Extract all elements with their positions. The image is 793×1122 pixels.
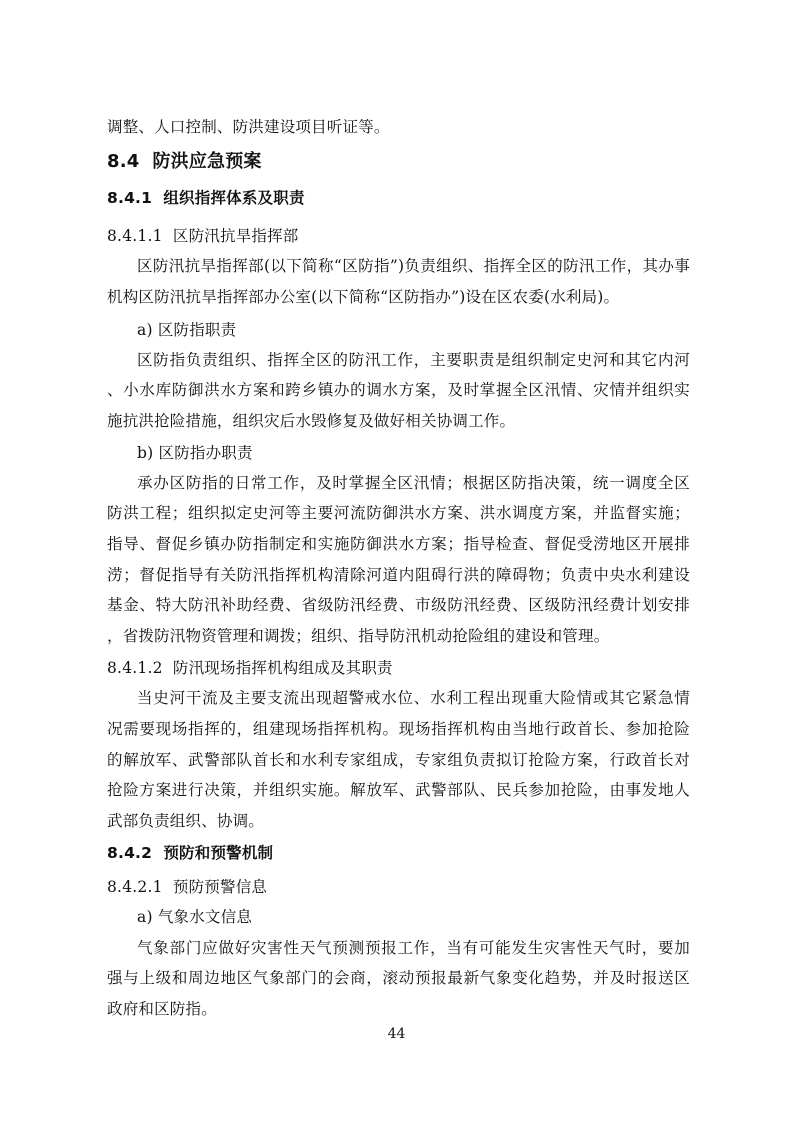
paragraph-line: 当史河干流及主要支流出现超警戒水位、水利工程出现重大险情或其它紧急情 bbox=[137, 689, 690, 707]
page-number: 44 bbox=[387, 1026, 406, 1042]
paragraph-line: 政府和区防指。 bbox=[107, 1000, 217, 1018]
section-number: 8.4.1.1 bbox=[107, 227, 163, 245]
list-label: b) 区防指办职责 bbox=[137, 444, 253, 462]
section-heading-8-4 bbox=[107, 150, 262, 174]
section-number: 8.4.2 bbox=[107, 844, 153, 862]
section-number: 8.4.2.1 bbox=[107, 878, 163, 896]
paragraph-line: 武部负责组织、协调。 bbox=[107, 812, 265, 830]
paragraph-line: 承办区防指的日常工作，及时掌握全区汛情；根据区防指决策，统一调度全区 bbox=[137, 474, 690, 492]
paragraph-line: 机构区防汛抗旱指挥部办公室(以下简称“区防指办”)设在区农委(水利局)。 bbox=[107, 288, 620, 306]
paragraph-line: 、小水库防御洪水方案和跨乡镇办的调水方案，及时掌握全区汛情、灾情并组织实 bbox=[107, 381, 690, 399]
paragraph-line: 区防汛抗旱指挥部(以下简称“区防指”)负责组织、指挥全区的防汛工作，其办事 bbox=[137, 257, 690, 275]
paragraph-line: 的解放军、武警部队首长和水利专家组成，专家组负责拟订抢险方案，行政首长对 bbox=[107, 751, 690, 769]
continued-paragraph-line: 调整、人口控制、防洪建设项目听证等。 bbox=[107, 118, 390, 136]
list-label: a) 区防指职责 bbox=[137, 321, 237, 339]
paragraph-line: 抢险方案进行决策，并组织实施。解放军、武警部队、民兵参加抢险，由事发地人 bbox=[107, 781, 690, 799]
section-heading-8-4-2-1 bbox=[107, 877, 267, 897]
section-title: 预防预警信息 bbox=[172, 878, 268, 896]
paragraph-line: 指导、督促乡镇办防指制定和实施防御洪水方案；指导检查、督促受涝地区开展排 bbox=[107, 535, 690, 553]
paragraph-line: 基金、特大防汛补助经费、省级防汛经费、市级防汛经费、区级防汛经费计划安排 bbox=[107, 596, 690, 614]
paragraph-line: 气象部门应做好灾害性天气预测预报工作，当有可能发生灾害性天气时，要加 bbox=[137, 939, 690, 957]
paragraph-line: 况需要现场指挥的，组建现场指挥机构。现场指挥机构由当地行政首长、参加抢险 bbox=[107, 720, 690, 738]
section-title: 预防和预警机制 bbox=[163, 844, 274, 862]
list-label: a) 气象水文信息 bbox=[137, 908, 253, 926]
section-number: 8.4 bbox=[107, 151, 140, 172]
section-title: 防汛现场指挥机构组成及其职责 bbox=[172, 659, 393, 677]
section-title: 防洪应急预案 bbox=[152, 151, 262, 172]
section-number: 8.4.1 bbox=[107, 189, 153, 207]
paragraph-line: 施抗洪抢险措施，组织灾后水毁修复及做好相关协调工作。 bbox=[107, 412, 516, 430]
paragraph-line: 强与上级和周边地区气象部门的会商，滚动预报最新气象变化趋势，并及时报送区 bbox=[107, 969, 690, 987]
paragraph-line: 区防指负责组织、指挥全区的防汛工作，主要职责是组织制定史河和其它内河 bbox=[137, 351, 690, 369]
paragraph-line: 涝；督促指导有关防汛指挥机构清除河道内阻碍行洪的障碍物；负责中央水利建设 bbox=[107, 566, 690, 584]
section-heading-8-4-1 bbox=[107, 188, 305, 208]
section-title: 区防汛抗旱指挥部 bbox=[172, 227, 299, 245]
section-number: 8.4.1.2 bbox=[107, 659, 163, 677]
section-heading-8-4-2 bbox=[107, 843, 273, 863]
section-heading-8-4-1-1 bbox=[107, 226, 299, 246]
section-heading-8-4-1-2 bbox=[107, 658, 393, 678]
section-title: 组织指挥体系及职责 bbox=[163, 189, 305, 207]
paragraph-line: 防洪工程；组织拟定史河等主要河流防御洪水方案、洪水调度方案，并监督实施； bbox=[107, 504, 690, 522]
paragraph-line: ，省拨防汛物资管理和调拨；组织、指导防汛机动抢险组的建设和管理。 bbox=[107, 627, 610, 645]
